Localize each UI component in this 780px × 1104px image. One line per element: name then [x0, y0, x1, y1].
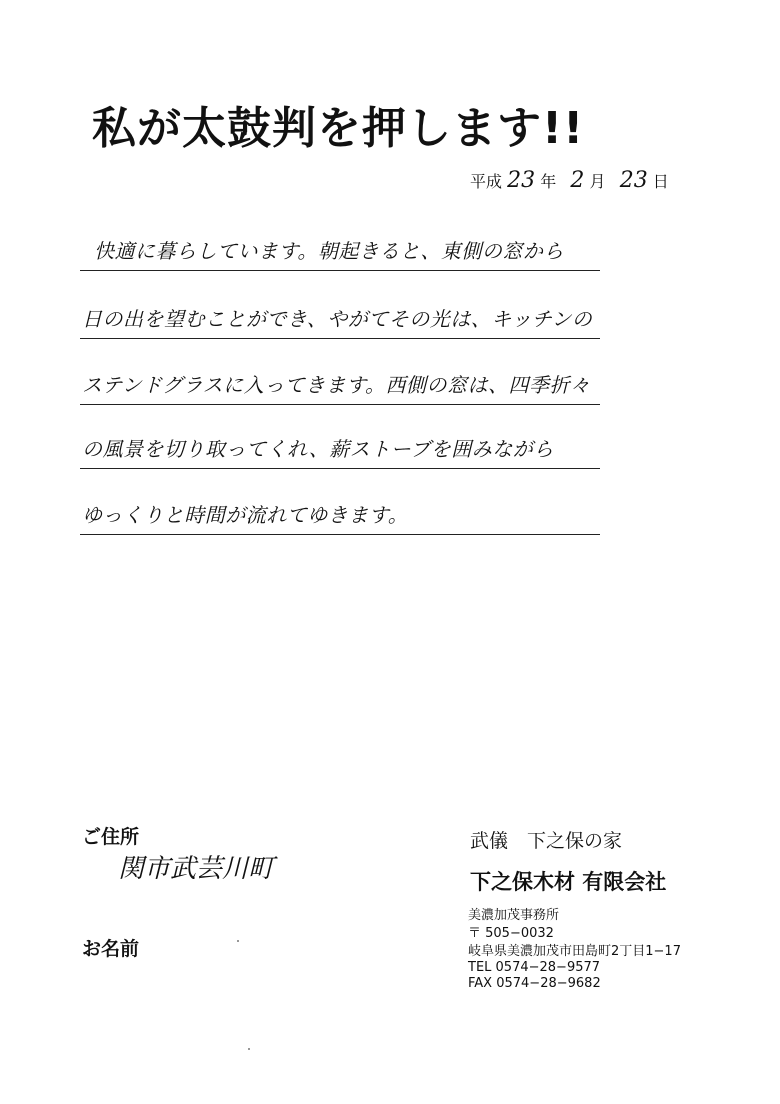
address-label: ご住所 — [82, 826, 140, 848]
letter-text: ゆっくりと時間が流れてゆきます。 — [82, 503, 409, 527]
page-title: 私が太鼓判を押します!! — [92, 103, 585, 154]
letter-text: 快適に暮らしています。朝起きると、東側の窓から — [94, 239, 564, 263]
address-value: 関市武芸川町 — [118, 854, 275, 884]
scan-speck — [248, 1048, 250, 1050]
letter-line-2 — [80, 294, 600, 339]
office-name: 美濃加茂事務所 — [468, 908, 560, 923]
company-address: 岐阜県美濃加茂市田島町2丁目1−17 — [468, 944, 681, 959]
date-month-unit: 月 — [589, 172, 606, 191]
letter-text: の風景を切り取ってくれ、薪ストーブを囲みながら — [82, 437, 554, 461]
date — [470, 168, 669, 193]
letter-text: 日の出を望むことができ、やがてその光は、キッチンの — [82, 307, 593, 331]
tel-number: TEL 0574−28−9577 — [468, 960, 601, 975]
scan-speck — [237, 940, 239, 942]
letter-line-5 — [80, 490, 600, 535]
date-year-unit: 年 — [540, 172, 557, 191]
date-day-unit: 日 — [652, 172, 669, 191]
date-day: 23 — [619, 168, 648, 193]
date-era: 平成 — [470, 172, 503, 191]
branch-name: 武儀 下之保の家 — [470, 830, 623, 852]
postal-code: 〒 505−0032 — [468, 926, 554, 941]
name-label: お名前 — [82, 938, 140, 960]
letter-line-1 — [80, 226, 600, 271]
letter-line-3 — [80, 360, 600, 405]
fax-number: FAX 0574−28−9682 — [468, 976, 601, 991]
letter-line-4 — [80, 424, 600, 469]
date-year: 23 — [507, 168, 536, 193]
company-name: 下之保木材 有限会社 — [470, 870, 667, 894]
letter-text: ステンドグラスに入ってきます。西側の窓は、四季折々 — [82, 373, 591, 397]
date-month: 2 — [570, 168, 585, 193]
